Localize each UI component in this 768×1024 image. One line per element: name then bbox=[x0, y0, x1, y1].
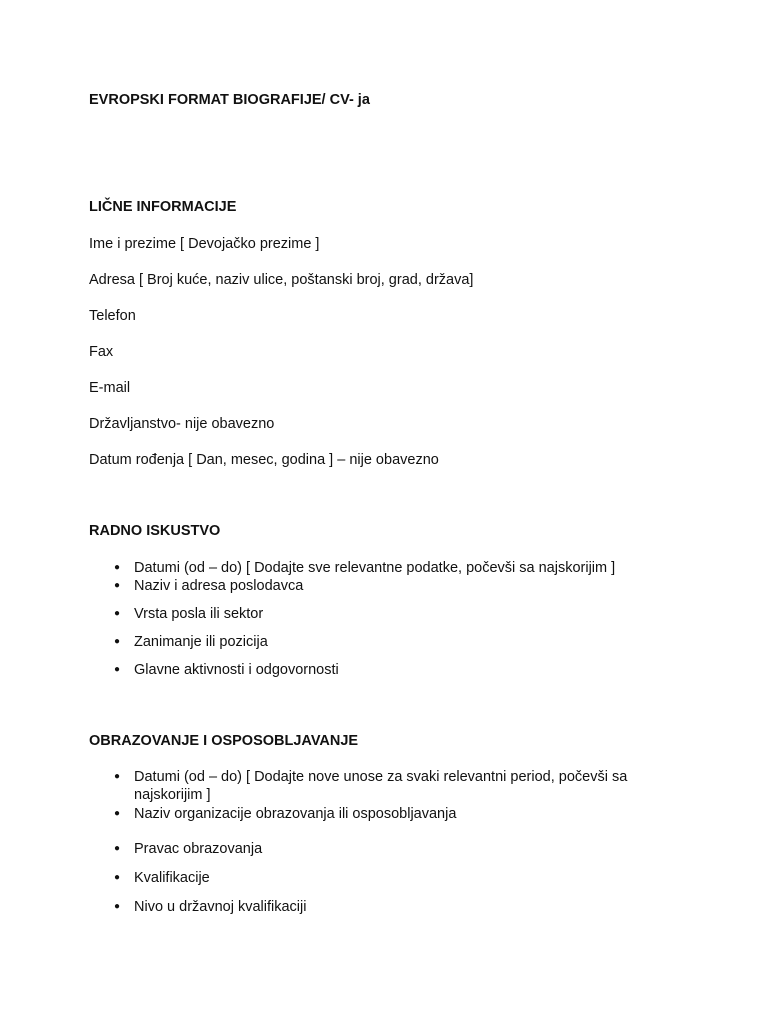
list-item bbox=[89, 869, 689, 887]
personal-line-fax: Fax bbox=[89, 344, 114, 360]
bullet-icon: ● bbox=[114, 562, 121, 573]
education-item-organization: Naziv organizacije obrazovanja ili osposobljavanja bbox=[134, 806, 457, 822]
education-heading: OBRAZOVANJE I OSPOSOBLJAVANJE bbox=[89, 733, 359, 749]
list-item bbox=[89, 898, 689, 916]
personal-line-address: Adresa [ Broj kuće, naziv ulice, poštanski broj, grad, država] bbox=[89, 272, 474, 288]
personal-line-email: E-mail bbox=[89, 380, 131, 396]
personal-line-name: Ime i prezime [ Devojačko prezime ] bbox=[89, 236, 320, 252]
work-item-responsibilities: Glavne aktivnosti i odgovornosti bbox=[134, 662, 339, 678]
bullet-icon: ● bbox=[114, 608, 121, 619]
list-item bbox=[89, 605, 689, 623]
bullet-icon: ● bbox=[114, 901, 121, 912]
education-item-qualifications: Kvalifikacije bbox=[134, 870, 210, 886]
personal-line-citizenship: Državljanstvo- nije obavezno bbox=[89, 416, 275, 432]
work-item-sector: Vrsta posla ili sektor bbox=[134, 606, 264, 622]
education-item-dates: Datumi (od – do) [ Dodajte nove unose za svaki relevantni period, počevši sa najskorijim ] bbox=[134, 769, 628, 803]
education-item-national-level: Nivo u državnoj kvalifikaciji bbox=[134, 899, 307, 915]
document-title: EVROPSKI FORMAT BIOGRAFIJE/ CV- ja bbox=[89, 92, 370, 108]
work-item-employer: Naziv i adresa poslodavca bbox=[134, 578, 304, 594]
bullet-icon: ● bbox=[114, 580, 121, 591]
bullet-icon: ● bbox=[114, 636, 121, 647]
work-item-dates: Datumi (od – do) [ Dodajte sve relevantne podatke, počevši sa najskorijim ] bbox=[134, 560, 616, 576]
personal-line-phone: Telefon bbox=[89, 308, 136, 324]
work-experience-heading: RADNO ISKUSTVO bbox=[89, 523, 221, 539]
personal-info-heading: LIČNE INFORMACIJE bbox=[89, 199, 237, 215]
list-item bbox=[89, 805, 689, 823]
list-item bbox=[89, 768, 689, 804]
education-item-field: Pravac obrazovanja bbox=[134, 841, 263, 857]
list-item bbox=[89, 840, 689, 858]
bullet-icon: ● bbox=[114, 664, 121, 675]
bullet-icon: ● bbox=[114, 872, 121, 883]
bullet-icon: ● bbox=[114, 843, 121, 854]
list-item bbox=[89, 577, 689, 595]
list-item bbox=[89, 633, 689, 651]
list-item bbox=[89, 661, 689, 679]
personal-line-birthdate: Datum rođenja [ Dan, mesec, godina ] – nije obavezno bbox=[89, 452, 439, 468]
work-item-position: Zanimanje ili pozicija bbox=[134, 634, 268, 650]
list-item bbox=[89, 559, 689, 577]
bullet-icon: ● bbox=[114, 808, 121, 819]
bullet-icon: ● bbox=[114, 771, 121, 782]
